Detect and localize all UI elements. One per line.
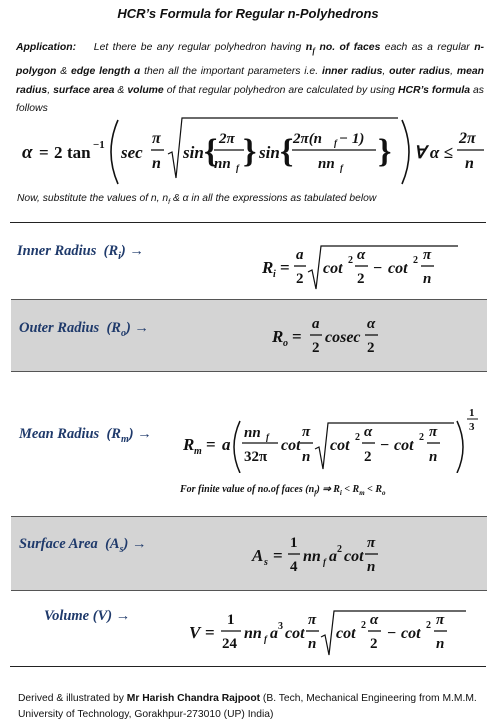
svg-text:cot: cot: [323, 260, 343, 277]
svg-text:2: 2: [54, 143, 63, 162]
page-title: HCR’s Formula for Regular n-Polyhedrons: [117, 6, 379, 21]
svg-text:nn: nn: [318, 156, 335, 172]
inner-radius-formula: [258, 242, 478, 292]
svg-text:V: V: [189, 623, 201, 642]
svg-text:}: }: [243, 133, 257, 170]
app-text: Let there be any regular polyhedron having: [93, 42, 306, 53]
svg-text:2: 2: [312, 340, 320, 356]
app-text: &: [56, 65, 72, 77]
surface-area-formula: [250, 530, 390, 580]
svg-text:2: 2: [419, 432, 424, 443]
app-text: outer radius: [389, 65, 451, 77]
svg-text:cot: cot: [330, 437, 350, 454]
svg-text:2: 2: [296, 271, 304, 287]
svg-text:m: m: [194, 446, 202, 457]
svg-text:2: 2: [337, 544, 342, 555]
svg-text:2: 2: [348, 255, 353, 266]
svg-text:2: 2: [357, 271, 365, 287]
svg-text:1: 1: [227, 612, 235, 628]
mean-radius-formula: [180, 405, 480, 473]
outer-radius-label: Outer Radius $(R_o)$ →: [19, 320, 149, 339]
nf-symbol: $n_f$: [305, 39, 316, 56]
svg-text:a: a: [270, 625, 278, 642]
svg-text:n: n: [367, 559, 376, 575]
svg-text:R: R: [272, 327, 284, 346]
svg-text:f: f: [334, 138, 337, 148]
surface-area-label: Surface Area $(A_s)$ →: [19, 536, 147, 555]
svg-text:− 1): − 1): [339, 131, 365, 147]
app-text: no. of faces: [315, 42, 381, 53]
outer-radius-formula: [268, 311, 408, 361]
volume-label: Volume (V) →: [44, 608, 131, 624]
svg-text:=: =: [273, 546, 283, 565]
app-text: &: [114, 84, 128, 96]
app-text: surface area: [53, 84, 115, 96]
svg-text:cot: cot: [388, 260, 408, 277]
svg-text:n: n: [423, 271, 432, 287]
svg-text:=: =: [39, 143, 49, 162]
svg-text:2: 2: [413, 255, 418, 266]
svg-text:A: A: [252, 546, 264, 565]
svg-text:cot: cot: [285, 625, 305, 642]
svg-text:∀ α ≤: ∀ α ≤: [414, 143, 453, 162]
substitute-instruction: Now, substitute the values of n, $n_f$ & α in all the expressions as tabulated below: [17, 193, 377, 207]
application-label: Application:: [16, 42, 77, 53]
svg-text:2π: 2π: [459, 130, 476, 147]
svg-text:−: −: [387, 625, 397, 642]
svg-text:=: =: [292, 327, 302, 346]
app-text: inner radius: [321, 65, 383, 77]
svg-text:2π: 2π: [219, 131, 235, 147]
svg-text:π: π: [308, 612, 317, 628]
svg-text:α: α: [357, 247, 366, 263]
svg-text:α: α: [370, 612, 379, 628]
svg-text:cosec: cosec: [325, 329, 361, 346]
svg-text:π: π: [429, 424, 438, 440]
footer-credit: Derived & illustrated by Mr Harish Chandra Rajpoot (B. Tech, Mechanical Engineering from M.M.M. University of Technology, Gorakhpur-273010 (UP) India): [18, 693, 477, 720]
svg-text:1: 1: [469, 407, 475, 419]
inner-radius-label: Inner Radius $(R_i)$ →: [17, 243, 144, 262]
svg-text:32π: 32π: [244, 449, 268, 465]
svg-text:cot: cot: [336, 625, 356, 642]
svg-text:−: −: [380, 437, 390, 454]
svg-text:=: =: [280, 258, 290, 277]
svg-text:a: a: [312, 316, 320, 332]
svg-text:n: n: [302, 449, 311, 465]
svg-text:α: α: [364, 424, 373, 440]
svg-text:o: o: [283, 338, 288, 349]
svg-text:3: 3: [278, 621, 283, 632]
app-text: of that regular polyhedron are calculated by using: [163, 84, 398, 96]
app-text: then all the important parameters i.e.: [140, 65, 322, 77]
svg-text:π: π: [367, 535, 376, 551]
svg-text:2: 2: [355, 432, 360, 443]
finite-faces-note: For finite value of no.of faces $(n_f)$ ⇒ $R_i < R_m < R_o$: [180, 484, 386, 497]
app-text: edge length: [71, 65, 131, 77]
svg-text:nn: nn: [244, 425, 261, 441]
svg-text:f: f: [236, 163, 239, 173]
svg-text:f: f: [264, 634, 267, 644]
svg-text:2: 2: [361, 620, 366, 631]
svg-text:n: n: [465, 155, 474, 172]
edge-symbol: a: [130, 62, 141, 77]
svg-text:π: π: [423, 247, 432, 263]
svg-text:tan: tan: [67, 143, 91, 162]
divider: [10, 666, 486, 667]
svg-text:a: a: [222, 435, 231, 454]
svg-text:2: 2: [370, 636, 378, 652]
svg-text:sin: sin: [183, 143, 204, 162]
svg-text:α: α: [22, 142, 33, 163]
app-text: mean radius: [16, 65, 485, 96]
svg-text:=: =: [205, 623, 215, 642]
svg-text:−1: −1: [93, 139, 105, 151]
app-text: as follows: [16, 84, 484, 115]
svg-text:{: {: [204, 133, 218, 170]
svg-text:a: a: [329, 548, 337, 565]
svg-text:α: α: [367, 316, 376, 332]
app-text: ,: [47, 84, 54, 96]
app-text: ,: [450, 65, 457, 77]
svg-text:2: 2: [364, 449, 372, 465]
app-text: HCR’s formula: [397, 84, 471, 96]
svg-text:2: 2: [367, 340, 375, 356]
svg-text:cot: cot: [281, 437, 301, 454]
svg-text:n: n: [152, 155, 161, 172]
svg-text:s: s: [264, 557, 268, 568]
svg-text:4: 4: [290, 559, 298, 575]
svg-text:2: 2: [426, 620, 431, 631]
svg-text:cot: cot: [344, 548, 364, 565]
svg-text:nn: nn: [244, 625, 262, 642]
svg-text:−: −: [373, 260, 383, 277]
author-name: Mr Harish Chandra Rajpoot: [126, 693, 261, 704]
svg-text:R: R: [183, 435, 195, 454]
svg-text:R: R: [262, 258, 274, 277]
app-text: volume: [127, 84, 164, 96]
svg-text:π: π: [152, 130, 161, 147]
hcr-formula: [0, 112, 496, 192]
app-text: n-polygon: [16, 42, 484, 77]
svg-text:nn: nn: [214, 156, 231, 172]
svg-text:a: a: [296, 247, 304, 263]
svg-text:}: }: [378, 133, 392, 170]
svg-text:π: π: [302, 424, 311, 440]
svg-text:{: {: [280, 133, 294, 170]
svg-text:3: 3: [469, 421, 475, 433]
volume-formula: [186, 606, 476, 658]
svg-text:1: 1: [290, 535, 298, 551]
app-text: ,: [382, 65, 390, 77]
app-text: each as a regular: [380, 42, 475, 53]
svg-text:24: 24: [222, 636, 237, 652]
application-paragraph: [16, 37, 484, 119]
svg-text:f: f: [323, 557, 326, 567]
svg-text:n: n: [429, 449, 438, 465]
svg-text:sec: sec: [121, 143, 143, 162]
svg-text:=: =: [206, 435, 216, 454]
svg-text:cot: cot: [401, 625, 421, 642]
svg-text:i: i: [273, 269, 276, 280]
svg-text:cot: cot: [394, 437, 414, 454]
svg-text:n: n: [436, 636, 445, 652]
svg-text:π: π: [436, 612, 445, 628]
divider: [10, 222, 486, 223]
svg-text:f: f: [266, 432, 269, 442]
svg-text:sin: sin: [259, 143, 280, 162]
mean-radius-label: Mean Radius $(R_m)$ →: [19, 426, 152, 445]
svg-text:f: f: [340, 163, 343, 173]
svg-text:nn: nn: [303, 548, 321, 565]
svg-text:n: n: [308, 636, 317, 652]
svg-text:2π(n: 2π(n: [293, 131, 323, 147]
